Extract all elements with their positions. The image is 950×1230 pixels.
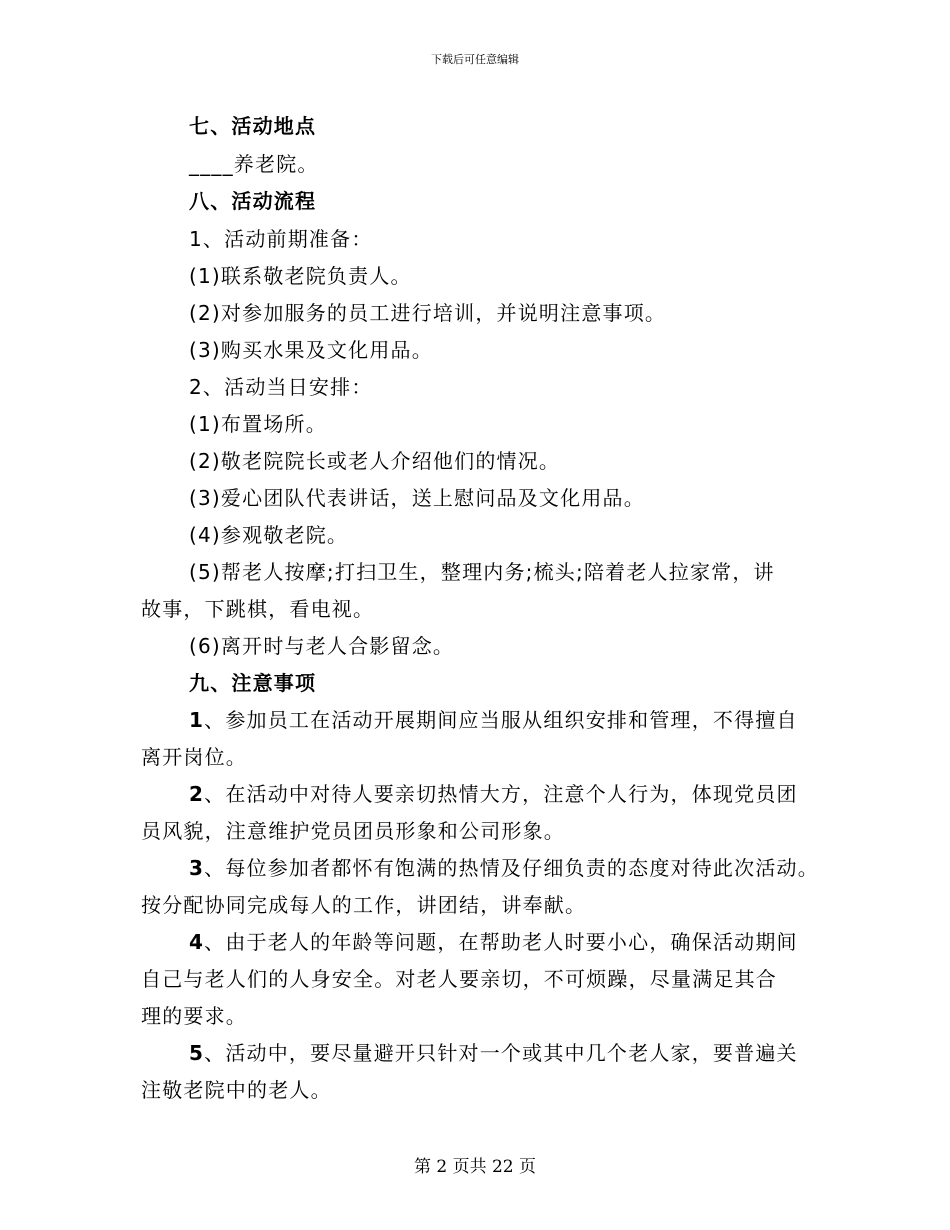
note-3-number: 3 bbox=[189, 856, 205, 880]
note-5-line-1 bbox=[189, 1039, 798, 1067]
process-step-1-item-1: (1)联系敬老院负责人。 bbox=[189, 264, 412, 288]
process-step-2-item-5-line-1: (5)帮老人按摩;打扫卫生，整理内务;梳头;陪着老人拉家常，讲 bbox=[189, 560, 775, 584]
section-heading-location: 七、活动地点 bbox=[189, 114, 317, 138]
note-4-line-2: 自己与老人们的人身安全。对老人要亲切，不可烦躁，尽量满足其合 bbox=[141, 967, 777, 991]
process-step-1-item-3: (3)购买水果及文化用品。 bbox=[189, 338, 433, 362]
note-2-line-1 bbox=[189, 780, 798, 808]
note-5-line-2: 注敬老院中的老人。 bbox=[141, 1078, 332, 1102]
note-4-line-3: 理的要求。 bbox=[141, 1004, 247, 1028]
note-1-number: 1 bbox=[189, 708, 205, 732]
process-step-2-item-2: (2)敬老院院长或老人介绍他们的情况。 bbox=[189, 449, 561, 473]
note-5-text: 、活动中，要尽量避开只针对一个或其中几个老人家，要普遍关 bbox=[204, 1041, 798, 1065]
note-4-text: 、由于老人的年龄等问题，在帮助老人时要小心，确保活动期间 bbox=[204, 930, 798, 954]
note-2-number: 2 bbox=[189, 782, 205, 806]
note-2-text: 、在活动中对待人要亲切热情大方，注意个人行为，体现党员团 bbox=[204, 782, 798, 806]
page-header: 下载后可任意编辑 bbox=[431, 53, 519, 66]
process-step-2-item-1: (1)布置场所。 bbox=[189, 412, 327, 436]
process-step-2: 2、活动当日安排： bbox=[189, 375, 373, 399]
note-1-text: 、参加员工在活动开展期间应当服从组织安排和管理，不得擅自 bbox=[204, 708, 798, 732]
note-4-line-1 bbox=[189, 928, 798, 956]
process-step-2-item-5-line-2: 故事，下跳棋，看电视。 bbox=[141, 597, 375, 621]
note-1-line-2: 离开岗位。 bbox=[141, 745, 247, 769]
process-step-2-item-3: (3)爱心团队代表讲话，送上慰问品及文化用品。 bbox=[189, 486, 645, 510]
process-step-2-item-6: (6)离开时与老人合影留念。 bbox=[189, 634, 455, 658]
note-2-line-2: 员风貌，注意维护党员团员形象和公司形象。 bbox=[141, 819, 565, 843]
location-text: ____养老院。 bbox=[189, 152, 319, 176]
process-step-1: 1、活动前期准备： bbox=[189, 227, 373, 251]
note-3-text: 、每位参加者都怀有饱满的热情及仔细负责的态度对待此次活动。 bbox=[204, 856, 819, 880]
page-footer: 第 2 页共 22 页 bbox=[413, 1157, 537, 1177]
note-1-line-1 bbox=[189, 706, 798, 734]
process-step-2-item-4: (4)参观敬老院。 bbox=[189, 523, 349, 547]
process-step-1-item-2: (2)对参加服务的员工进行培训，并说明注意事项。 bbox=[189, 301, 667, 325]
note-3-line-1 bbox=[189, 854, 819, 882]
note-5-number: 5 bbox=[189, 1041, 205, 1065]
section-heading-notes: 九、注意事项 bbox=[189, 671, 317, 695]
note-4-number: 4 bbox=[189, 930, 205, 954]
section-heading-process: 八、活动流程 bbox=[189, 189, 317, 213]
note-3-line-2: 按分配协同完成每人的工作，讲团结，讲奉献。 bbox=[141, 893, 587, 917]
